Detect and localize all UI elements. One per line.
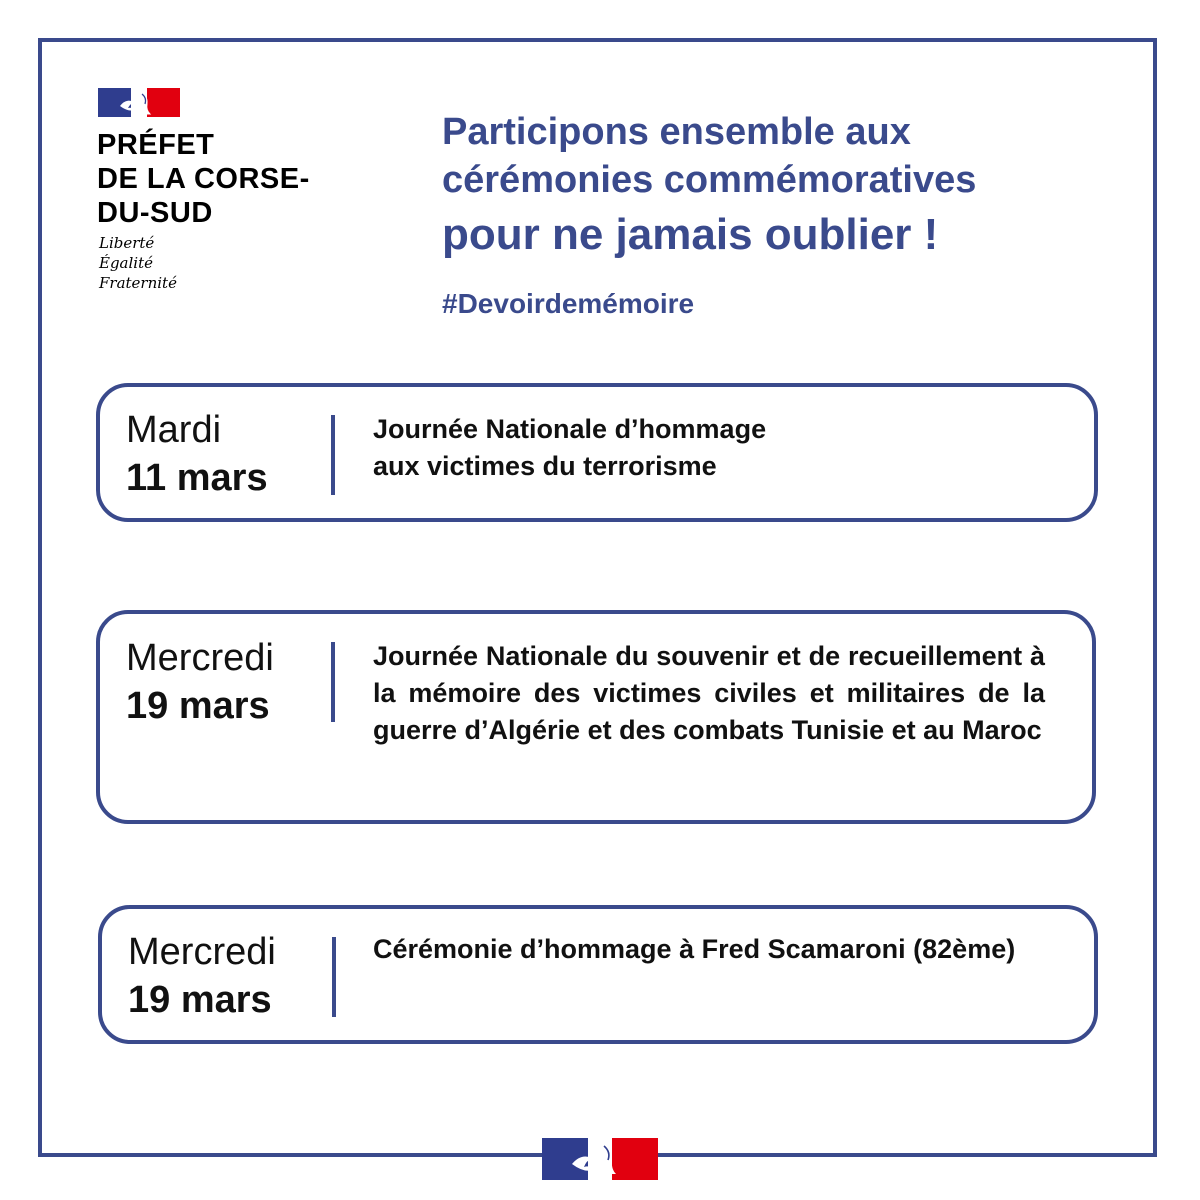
event-date: 19 mars [126, 685, 270, 727]
devise [99, 233, 177, 293]
headline-line: cérémonies commémoratives [442, 159, 977, 201]
event-description-line: aux victimes du terrorisme [373, 451, 717, 481]
prefet-line: DE LA CORSE- [97, 163, 310, 195]
devise-line: Fraternité [99, 274, 177, 292]
event-separator [332, 937, 336, 1017]
devise-line: Égalité [99, 254, 153, 272]
headline-line: Participons ensemble aux [442, 111, 911, 153]
event-separator [331, 642, 335, 722]
prefet-line: PRÉFET [97, 129, 215, 161]
event-card [98, 905, 1098, 1044]
devise-line: Liberté [99, 234, 155, 252]
event-day: Mercredi [126, 637, 274, 679]
marianne-flag-icon [542, 1138, 658, 1180]
prefet-line: DU-SUD [97, 197, 213, 229]
event-date: 11 mars [126, 457, 268, 499]
event-description: Journée Nationale du souvenir et de recueillement à la mémoire des victimes civiles et militaires de la guerre d’Algérie et des combats Tunisie et au Maroc [373, 641, 1045, 745]
hashtag: #Devoirdemémoire [442, 288, 695, 319]
marianne-flag-icon [98, 88, 180, 117]
event-description-line: Journée Nationale d’hommage [373, 414, 767, 444]
event-description: Cérémonie d’hommage à Fred Scamaroni (82ème) [373, 934, 1016, 964]
headline [442, 108, 976, 266]
event-separator [331, 415, 335, 495]
event-day: Mercredi [128, 931, 276, 973]
prefet-title [97, 128, 310, 230]
headline-line: pour ne jamais oublier ! [442, 210, 939, 259]
event-card [96, 610, 1096, 824]
event-day: Mardi [126, 409, 222, 451]
event-card [96, 383, 1098, 522]
event-date: 19 mars [128, 979, 272, 1021]
event-description [373, 411, 1053, 485]
